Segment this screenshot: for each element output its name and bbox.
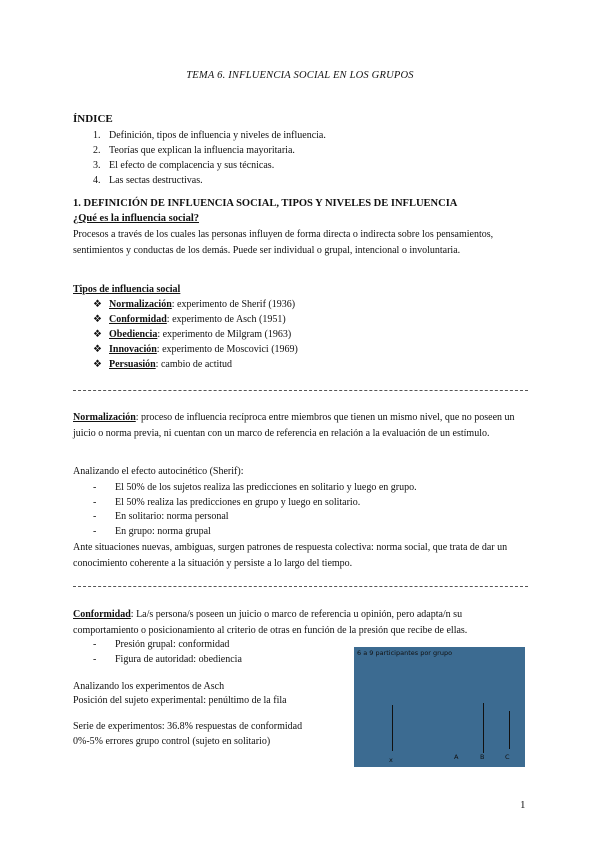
list-item: - En grupo: norma grupal (93, 525, 211, 537)
bullet-diamond-icon: ❖ (93, 329, 102, 340)
section1-heading: 1. DEFINICIÓN DE INFLUENCIA SOCIAL, TIPOS Y NIVELES DE INFLUENCIA (73, 198, 458, 209)
divider (73, 586, 528, 587)
type-item: ❖ Normalización: experimento de Sherif (1936) (93, 299, 296, 310)
normalizacion-analysis: Analizando el efecto autocinético (Sherif): (73, 466, 244, 477)
control-errors: 0%-5% errores grupo control (sujeto en solitario) (73, 736, 271, 747)
normalizacion-conclusion: Ante situaciones nuevas, ambiguas, surgen patrones de respuesta colectiva: norma social, que trata de dar un conocimiento coherente a la situación y persiste a lo largo del tiempo. (73, 542, 508, 569)
asch-lines-figure (354, 647, 525, 767)
conformidad-points (93, 638, 242, 667)
section1-question: ¿Qué es la influencia social? (73, 213, 199, 224)
list-item: - En solitario: norma personal (93, 511, 229, 522)
normalizacion-points (93, 481, 417, 539)
type-item: ❖ Obediencia: experimento de Milgram (1963) (93, 329, 292, 340)
type-item: ❖ Persuasión: cambio de actitud (93, 359, 233, 370)
list-item: - El 50% realiza las predicciones en grupo y luego en solitario. (93, 496, 361, 508)
index-list (93, 128, 326, 188)
comparison-line-b (483, 703, 484, 753)
type-item: ❖ Innovación: experimento de Moscovici (1969) (93, 344, 298, 355)
comparison-line-c (509, 711, 510, 749)
index-item: 1. Definición, tipos de influencia y niveles de influencia. (93, 130, 326, 141)
index-item: 4. Las sectas destructivas. (93, 175, 203, 186)
list-item: - Presión grupal: conformidad (93, 639, 230, 650)
conformidad-definition: Conformidad: La/s persona/s poseen un juicio o marco de referencia u opinión, pero adapta/n su comportamiento o posicionamiento al criterio de otras en función de la presión que recibe de ellas. (73, 609, 468, 636)
asch-position: Posición del sujeto experimental: penúltimo de la fila (73, 695, 287, 706)
list-item: - Figura de autoridad: obediencia (93, 653, 242, 665)
normalizacion-definition: Normalización: proceso de influencia recíproca entre miembros que tienen un mismo nivel, que no poseen un juicio o norma previa, ni cuentan con un marco de referencia en relación a la evaluación de un estímulo. (73, 412, 515, 439)
label-x: x (389, 756, 393, 764)
types-heading: Tipos de influencia social (73, 284, 181, 295)
index-heading: ÍNDICE (73, 113, 113, 125)
section1-definition: Procesos a través de los cuales las personas influyen de forma directa o indirecta sobre los pensamientos, sentimientos y conductas de los demás. Puede ser individual o grupal, intencional o involuntaria. (73, 229, 494, 256)
bullet-diamond-icon: ❖ (93, 359, 102, 370)
index-item: 2. Teorías que explican la influencia mayoritaria. (93, 145, 295, 156)
divider (73, 390, 528, 391)
series-results: Serie de experimentos: 36.8% respuestas de conformidad (73, 721, 303, 732)
bullet-diamond-icon: ❖ (93, 314, 102, 325)
label-c: C (505, 753, 510, 761)
type-item: ❖ Conformidad: experimento de Asch (1951) (93, 314, 286, 325)
reference-line (392, 705, 393, 751)
figure-caption: 6 a 9 participantes por grupo (357, 649, 453, 657)
list-item: - El 50% de los sujetos realiza las predicciones en solitario y luego en grupo. (93, 482, 417, 493)
index-item: 3. El efecto de complacencia y sus técnicas. (93, 160, 275, 171)
document-title: TEMA 6. INFLUENCIA SOCIAL EN LOS GRUPOS (186, 70, 414, 81)
label-b: B (480, 753, 485, 761)
bullet-diamond-icon: ❖ (93, 344, 102, 355)
asch-analysis: Analizando los experimentos de Asch (73, 681, 225, 692)
label-a: A (454, 753, 459, 761)
bullet-diamond-icon: ❖ (93, 299, 102, 310)
page-number: 1 (520, 799, 526, 811)
types-list (93, 297, 298, 372)
